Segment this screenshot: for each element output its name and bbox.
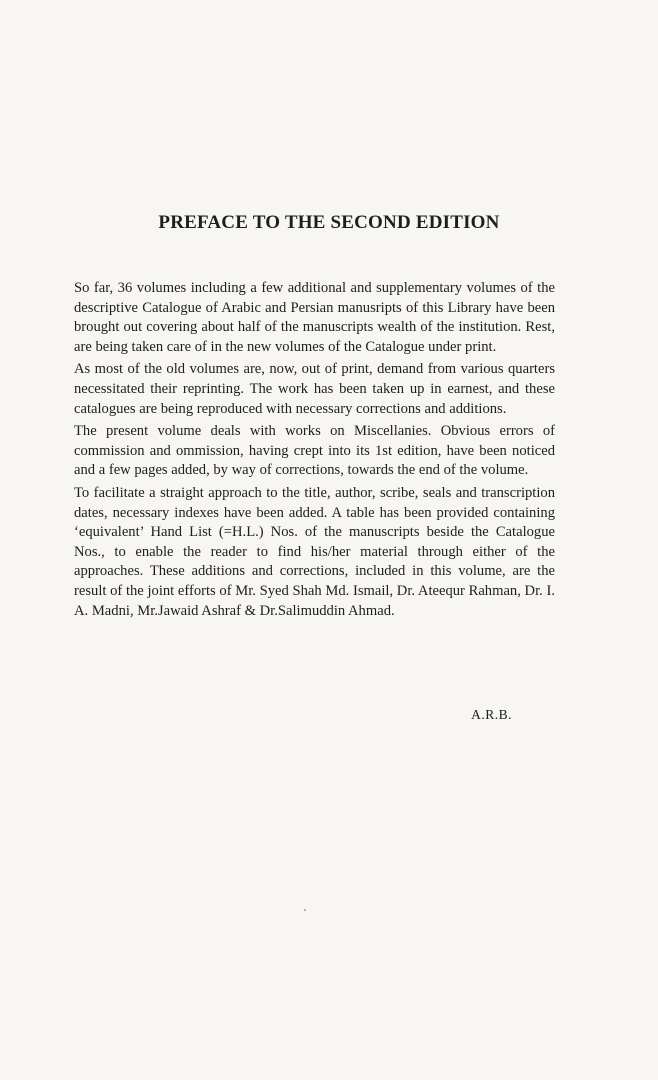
preface-body	[74, 279, 555, 624]
paragraph-2: As most of the old volumes are, now, out of print, demand from various quarters necessitated their reprinting. The work has been taken up in earnest, and these catalogues are being reproduced with necessary corrections and additions.	[74, 361, 555, 417]
page-title: PREFACE TO THE SECOND EDITION	[158, 212, 500, 233]
paragraph-1: So far, 36 volumes including a few additional and supplementary volumes of the descriptive Catalogue of Arabic and Persian manusripts of this Library have been brought out covering about half of the manuscripts wealth of the institution. Rest, are being taken care of in the new volumes of the Catalogue under print.	[74, 280, 555, 355]
paper-speck	[304, 909, 306, 911]
author-signature: A.R.B.	[471, 707, 512, 722]
paragraph-3: The present volume deals with works on Miscellanies. Obvious errors of commission and ommission, having crept into its 1st edition, have been noticed and a few pages added, by way of corrections, towards the end of the volume.	[74, 423, 555, 479]
paragraph-4: To facilitate a straight approach to the title, author, scribe, seals and transcription dates, necessary indexes have been added. A table has been provided containing ‘equivalent’ Hand List (=H.L.) Nos. of the manuscripts beside the Catalogue Nos., to enable the reader to find his/her material through either of the approaches. These additions and corrections, included in this volume, are the result of the joint efforts of Mr. Syed Shah Md. Ismail, Dr. Ateequr Rahman, Dr. I. A. Madni, Mr.Jawaid Ashraf & Dr.Salimuddin Ahmad.	[74, 484, 555, 619]
